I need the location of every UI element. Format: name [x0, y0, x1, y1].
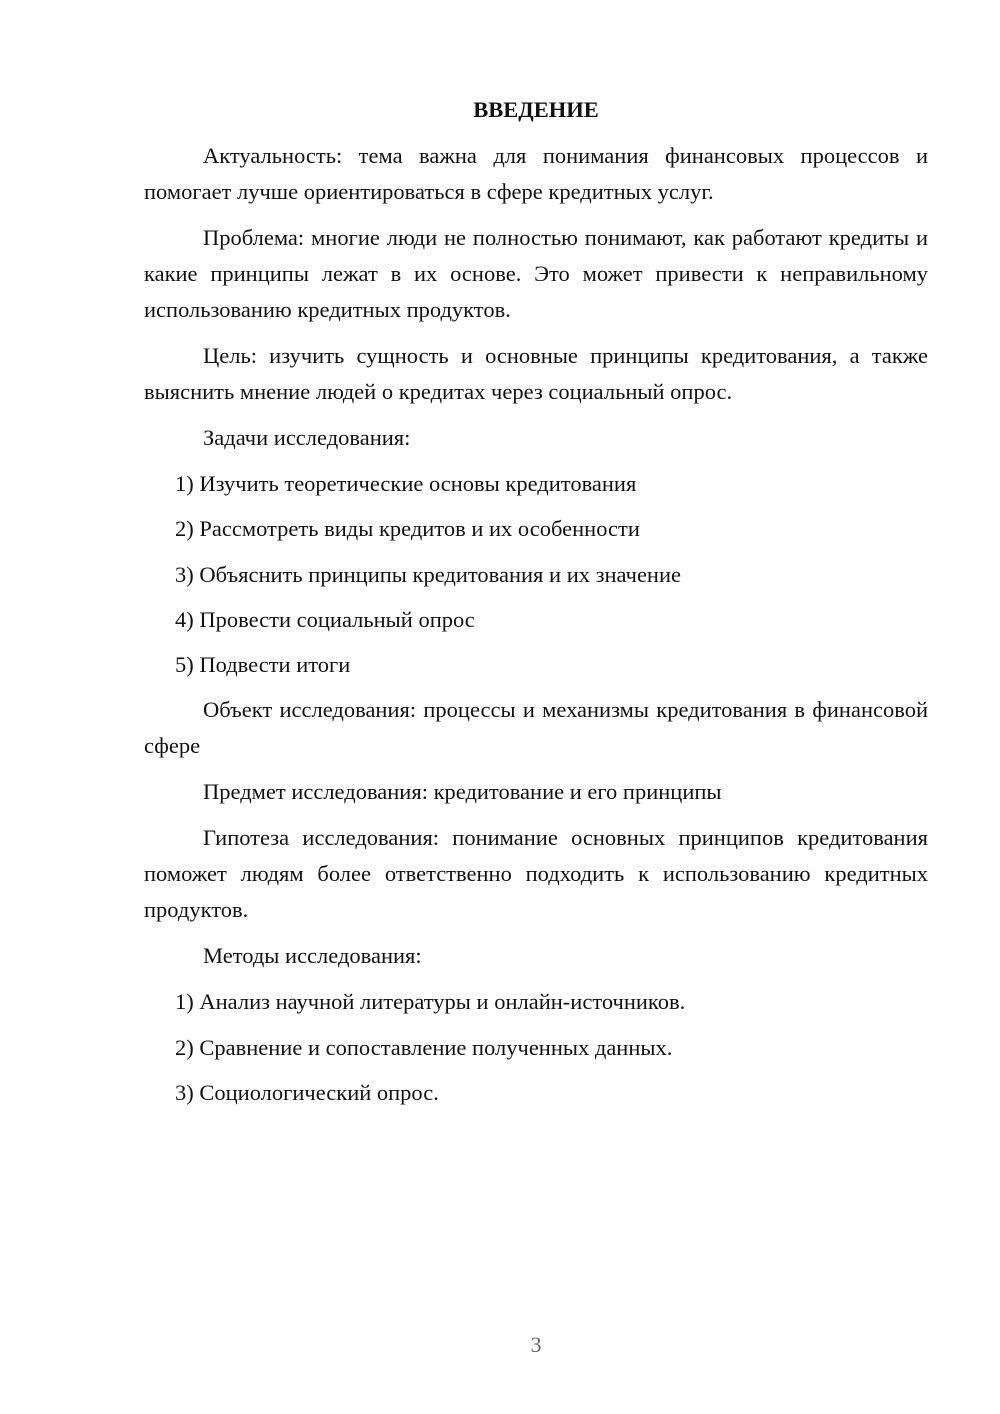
tasks-list [144, 466, 928, 683]
relevance-paragraph: Актуальность: тема важна для понимания финансовых процессов и помогает лучше ориентироваться в сфере кредитных услуг. [144, 143, 928, 204]
methods-list [144, 984, 928, 1111]
list-item: 4) Провести социальный опрос [175, 606, 475, 632]
subject-paragraph: Предмет исследования: кредитование и его принципы [203, 779, 722, 805]
problem-paragraph: Проблема: многие люди не полностью понимают, как работают кредиты и какие принципы лежат в их основе. Это может привести к неправильному использованию кредитных продуктов. [144, 225, 928, 322]
list-item: 2) Сравнение и сопоставление полученных данных. [175, 1034, 673, 1060]
document-page [144, 92, 928, 1120]
list-item: 3) Социологический опрос. [175, 1080, 439, 1106]
methods-heading: Методы исследования: [203, 943, 422, 969]
list-item: 1) Анализ научной литературы и онлайн-источников. [175, 989, 686, 1015]
tasks-heading: Задачи исследования: [203, 425, 411, 450]
list-item: 2) Рассмотреть виды кредитов и их особенности [175, 516, 640, 542]
list-item: 3) Объяснить принципы кредитования и их значение [175, 561, 681, 587]
goal-paragraph: Цель: изучить сущность и основные принципы кредитования, а также выяснить мнение людей о кредитах через социальный опрос. [144, 343, 928, 404]
list-item: 5) Подвести итоги [175, 652, 351, 678]
page-title: ВВЕДЕНИЕ [473, 97, 599, 122]
list-item: 1) Изучить теоретические основы кредитования [175, 471, 637, 496]
object-paragraph: Объект исследования: процессы и механизмы кредитования в финансовой сфере [144, 697, 928, 759]
page-number: 3 [530, 1332, 542, 1357]
hypothesis-paragraph: Гипотеза исследования: понимание основных принципов кредитования поможет людям более ответственно подходить к использованию кредитных продуктов. [144, 825, 928, 923]
